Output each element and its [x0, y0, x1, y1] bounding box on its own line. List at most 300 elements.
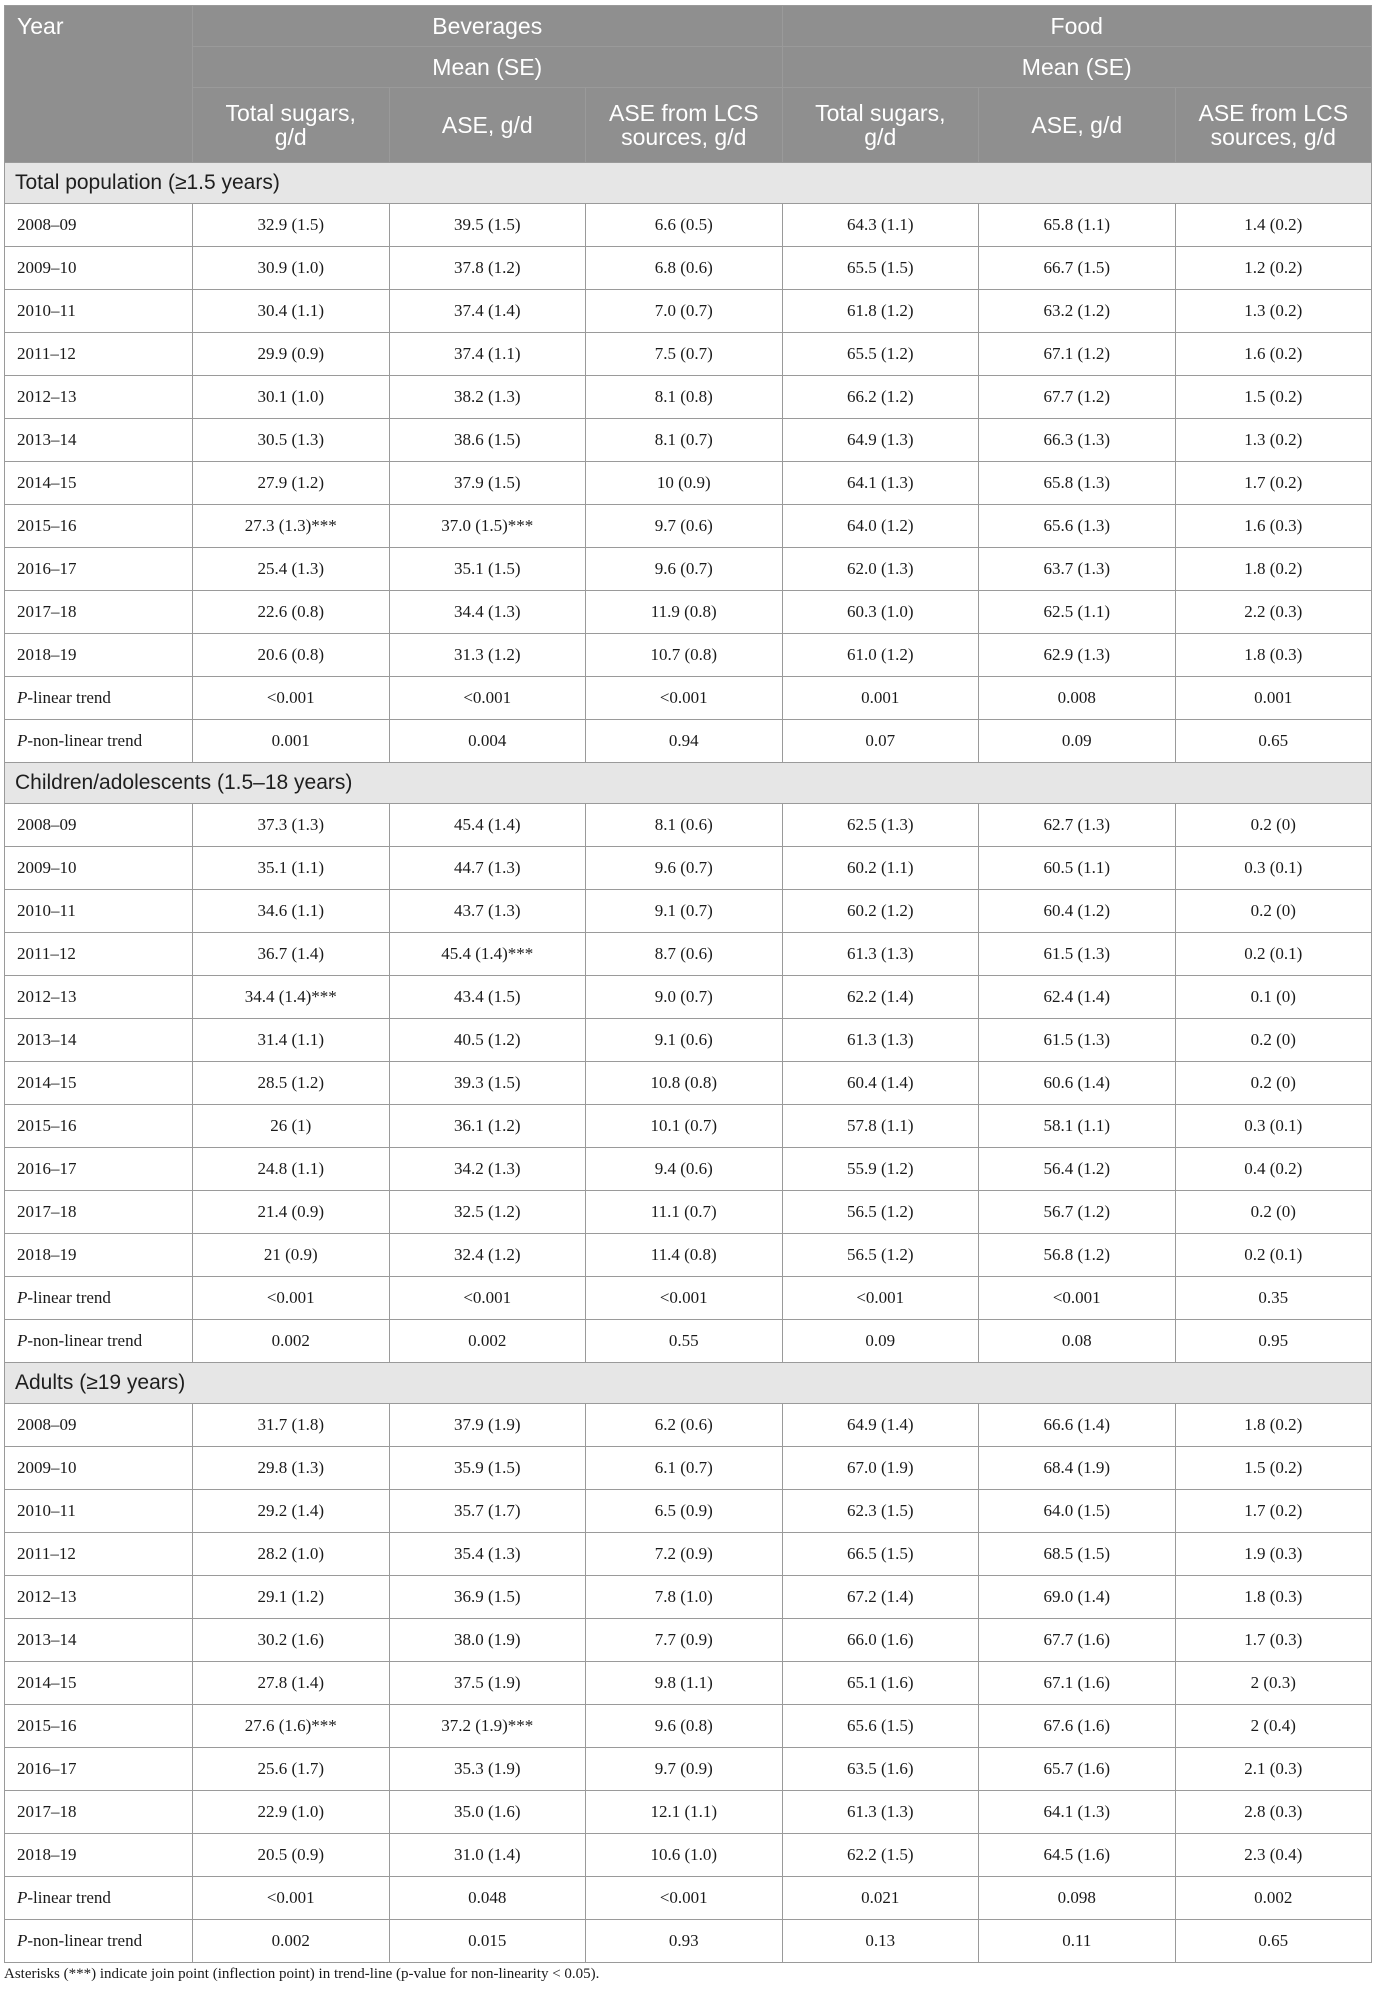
value-cell: 2.1 (0.3) — [1175, 1748, 1372, 1791]
value-cell: 67.1 (1.2) — [979, 333, 1176, 376]
value-cell: <0.001 — [193, 677, 390, 720]
value-cell: 0.11 — [979, 1920, 1176, 1963]
value-cell: 64.3 (1.1) — [782, 204, 979, 247]
value-cell: 56.5 (1.2) — [782, 1191, 979, 1234]
value-cell: 9.8 (1.1) — [586, 1662, 783, 1705]
year-label: 2012–13 — [17, 987, 77, 1006]
year-label: 2009–10 — [17, 858, 77, 877]
value-cell: 11.9 (0.8) — [586, 591, 783, 634]
table-row — [5, 333, 1372, 376]
value-cell: 6.6 (0.5) — [586, 204, 783, 247]
table-row — [5, 1320, 1372, 1363]
value-cell: 39.3 (1.5) — [389, 1062, 586, 1105]
column-header-line: ASE, g/d — [1031, 112, 1123, 138]
value-cell: 65.6 (1.3) — [979, 505, 1176, 548]
value-cell: 0.004 — [389, 720, 586, 763]
year-label: 2015–16 — [17, 516, 77, 535]
table-row — [5, 804, 1372, 847]
value-cell: 37.2 (1.9)*** — [389, 1705, 586, 1748]
value-cell: 7.2 (0.9) — [586, 1533, 783, 1576]
table-row — [5, 1705, 1372, 1748]
value-cell: 61.8 (1.2) — [782, 290, 979, 333]
year-label: -linear trend — [27, 688, 111, 707]
value-cell: 0.93 — [586, 1920, 783, 1963]
year-cell — [5, 376, 193, 419]
value-cell: 35.7 (1.7) — [389, 1490, 586, 1533]
value-cell: <0.001 — [586, 677, 783, 720]
table-row — [5, 1447, 1372, 1490]
value-cell: 40.5 (1.2) — [389, 1019, 586, 1062]
value-cell: 1.8 (0.3) — [1175, 634, 1372, 677]
year-cell — [5, 933, 193, 976]
value-cell: 56.8 (1.2) — [979, 1234, 1176, 1277]
value-cell: 31.0 (1.4) — [389, 1834, 586, 1877]
year-label: 2016–17 — [17, 559, 77, 578]
value-cell: 29.2 (1.4) — [193, 1490, 390, 1533]
table-row — [5, 548, 1372, 591]
value-cell: 44.7 (1.3) — [389, 847, 586, 890]
value-cell: 11.1 (0.7) — [586, 1191, 783, 1234]
year-label: 2018–19 — [17, 645, 77, 664]
value-cell: 60.2 (1.2) — [782, 890, 979, 933]
column-header — [193, 88, 390, 163]
value-cell: <0.001 — [193, 1277, 390, 1320]
year-label: -linear trend — [27, 1288, 111, 1307]
value-cell: <0.001 — [586, 1277, 783, 1320]
year-label: -non-linear trend — [27, 731, 143, 750]
year-cell — [5, 290, 193, 333]
value-cell: 0.13 — [782, 1920, 979, 1963]
section-row — [5, 1363, 1372, 1404]
table-row — [5, 290, 1372, 333]
value-cell: <0.001 — [586, 1877, 783, 1920]
year-cell — [5, 1920, 193, 1963]
value-cell: 64.9 (1.4) — [782, 1404, 979, 1447]
value-cell: 9.7 (0.6) — [586, 505, 783, 548]
value-cell: 0.94 — [586, 720, 783, 763]
column-header-line: ASE, g/d — [441, 112, 533, 138]
table-row — [5, 1834, 1372, 1877]
value-cell: 1.4 (0.2) — [1175, 204, 1372, 247]
table-row — [5, 247, 1372, 290]
value-cell: 68.4 (1.9) — [979, 1447, 1176, 1490]
year-cell — [5, 1062, 193, 1105]
value-cell: 0.2 (0) — [1175, 890, 1372, 933]
year-cell — [5, 1877, 193, 1920]
food-header: Food — [782, 6, 1372, 47]
value-cell: 11.4 (0.8) — [586, 1234, 783, 1277]
value-cell: 37.9 (1.9) — [389, 1404, 586, 1447]
year-cell — [5, 247, 193, 290]
year-cell — [5, 1191, 193, 1234]
p-symbol: P — [17, 688, 28, 707]
year-label: 2015–16 — [17, 1716, 77, 1735]
value-cell: 1.8 (0.3) — [1175, 1576, 1372, 1619]
year-cell — [5, 804, 193, 847]
value-cell: 66.2 (1.2) — [782, 376, 979, 419]
year-cell — [5, 1705, 193, 1748]
table-row — [5, 634, 1372, 677]
year-label: 2015–16 — [17, 1116, 77, 1135]
table-row — [5, 1748, 1372, 1791]
value-cell: 27.6 (1.6)*** — [193, 1705, 390, 1748]
value-cell: 37.0 (1.5)*** — [389, 505, 586, 548]
value-cell: 1.3 (0.2) — [1175, 290, 1372, 333]
p-symbol: P — [17, 1331, 28, 1350]
value-cell: 62.5 (1.3) — [782, 804, 979, 847]
value-cell: 61.3 (1.3) — [782, 1019, 979, 1062]
year-label: -linear trend — [27, 1888, 111, 1907]
value-cell: 0.3 (0.1) — [1175, 1105, 1372, 1148]
value-cell: 27.3 (1.3)*** — [193, 505, 390, 548]
table-row — [5, 1404, 1372, 1447]
value-cell: 38.6 (1.5) — [389, 419, 586, 462]
value-cell: 6.5 (0.9) — [586, 1490, 783, 1533]
value-cell: 62.0 (1.3) — [782, 548, 979, 591]
year-header: Year — [5, 6, 193, 163]
value-cell: 9.6 (0.8) — [586, 1705, 783, 1748]
value-cell: 67.6 (1.6) — [979, 1705, 1176, 1748]
value-cell: 30.9 (1.0) — [193, 247, 390, 290]
value-cell: 22.6 (0.8) — [193, 591, 390, 634]
value-cell: 9.6 (0.7) — [586, 847, 783, 890]
value-cell: 64.1 (1.3) — [979, 1791, 1176, 1834]
table-row — [5, 1533, 1372, 1576]
year-label: 2009–10 — [17, 1458, 77, 1477]
year-label: 2016–17 — [17, 1759, 77, 1778]
value-cell: 62.5 (1.1) — [979, 591, 1176, 634]
value-cell: 0.2 (0) — [1175, 1019, 1372, 1062]
value-cell: 2.3 (0.4) — [1175, 1834, 1372, 1877]
value-cell: 9.0 (0.7) — [586, 976, 783, 1019]
value-cell: 35.3 (1.9) — [389, 1748, 586, 1791]
table-row — [5, 1277, 1372, 1320]
value-cell: 0.2 (0) — [1175, 804, 1372, 847]
p-symbol: P — [17, 1888, 28, 1907]
year-label: 2017–18 — [17, 1802, 77, 1821]
value-cell: 60.5 (1.1) — [979, 847, 1176, 890]
column-header — [782, 88, 979, 163]
value-cell: 10.7 (0.8) — [586, 634, 783, 677]
value-cell: 31.4 (1.1) — [193, 1019, 390, 1062]
column-header-line: g/d — [274, 124, 307, 150]
value-cell: 62.2 (1.4) — [782, 976, 979, 1019]
value-cell: 10.6 (1.0) — [586, 1834, 783, 1877]
value-cell: 65.6 (1.5) — [782, 1705, 979, 1748]
value-cell: 61.0 (1.2) — [782, 634, 979, 677]
value-cell: 64.9 (1.3) — [782, 419, 979, 462]
value-cell: 66.6 (1.4) — [979, 1404, 1176, 1447]
value-cell: 0.35 — [1175, 1277, 1372, 1320]
value-cell: 61.5 (1.3) — [979, 933, 1176, 976]
year-cell — [5, 1404, 193, 1447]
year-cell — [5, 1533, 193, 1576]
value-cell: 8.1 (0.8) — [586, 376, 783, 419]
table-row — [5, 204, 1372, 247]
value-cell: 66.7 (1.5) — [979, 247, 1176, 290]
value-cell: 1.6 (0.3) — [1175, 505, 1372, 548]
value-cell: 62.3 (1.5) — [782, 1490, 979, 1533]
year-cell — [5, 976, 193, 1019]
value-cell: 7.7 (0.9) — [586, 1619, 783, 1662]
value-cell: 0.098 — [979, 1877, 1176, 1920]
value-cell: 0.002 — [193, 1920, 390, 1963]
value-cell: 65.8 (1.3) — [979, 462, 1176, 505]
value-cell: 25.4 (1.3) — [193, 548, 390, 591]
value-cell: 21 (0.9) — [193, 1234, 390, 1277]
value-cell: 37.4 (1.1) — [389, 333, 586, 376]
column-header-line: Total sugars, — [225, 100, 356, 126]
table-row — [5, 1019, 1372, 1062]
section-row — [5, 763, 1372, 804]
value-cell: 2.8 (0.3) — [1175, 1791, 1372, 1834]
value-cell: <0.001 — [193, 1877, 390, 1920]
value-cell: 45.4 (1.4) — [389, 804, 586, 847]
year-label: 2012–13 — [17, 1587, 77, 1606]
year-cell — [5, 1791, 193, 1834]
value-cell: 26 (1) — [193, 1105, 390, 1148]
year-cell — [5, 1105, 193, 1148]
value-cell: 0.002 — [193, 1320, 390, 1363]
value-cell: 67.1 (1.6) — [979, 1662, 1176, 1705]
table-row — [5, 591, 1372, 634]
value-cell: 9.6 (0.7) — [586, 548, 783, 591]
value-cell: 2.2 (0.3) — [1175, 591, 1372, 634]
value-cell: 43.7 (1.3) — [389, 890, 586, 933]
value-cell: 36.9 (1.5) — [389, 1576, 586, 1619]
value-cell: 60.2 (1.1) — [782, 847, 979, 890]
value-cell: 30.4 (1.1) — [193, 290, 390, 333]
value-cell: 9.4 (0.6) — [586, 1148, 783, 1191]
value-cell: 0.048 — [389, 1877, 586, 1920]
value-cell: 7.0 (0.7) — [586, 290, 783, 333]
value-cell: 1.5 (0.2) — [1175, 376, 1372, 419]
value-cell: 62.9 (1.3) — [979, 634, 1176, 677]
value-cell: 37.9 (1.5) — [389, 462, 586, 505]
table-row — [5, 933, 1372, 976]
value-cell: 0.09 — [782, 1320, 979, 1363]
year-cell — [5, 462, 193, 505]
year-cell — [5, 1148, 193, 1191]
value-cell: 34.6 (1.1) — [193, 890, 390, 933]
food-mean-se-header: Mean (SE) — [782, 47, 1372, 88]
value-cell: 0.008 — [979, 677, 1176, 720]
table-row — [5, 1105, 1372, 1148]
value-cell: <0.001 — [979, 1277, 1176, 1320]
value-cell: 60.4 (1.2) — [979, 890, 1176, 933]
value-cell: 0.001 — [1175, 677, 1372, 720]
data-table — [4, 5, 1372, 1963]
year-label: 2011–12 — [17, 944, 76, 963]
value-cell: 66.0 (1.6) — [782, 1619, 979, 1662]
table-row — [5, 1234, 1372, 1277]
value-cell: 10.8 (0.8) — [586, 1062, 783, 1105]
table-row — [5, 1619, 1372, 1662]
value-cell: 56.7 (1.2) — [979, 1191, 1176, 1234]
value-cell: 32.5 (1.2) — [389, 1191, 586, 1234]
year-cell — [5, 1320, 193, 1363]
year-label: 2017–18 — [17, 602, 77, 621]
value-cell: 0.55 — [586, 1320, 783, 1363]
beverages-header: Beverages — [193, 6, 783, 47]
value-cell: 65.8 (1.1) — [979, 204, 1176, 247]
year-cell — [5, 204, 193, 247]
value-cell: 0.001 — [193, 720, 390, 763]
column-header-line: sources, g/d — [621, 124, 747, 150]
value-cell: 0.1 (0) — [1175, 976, 1372, 1019]
table-row — [5, 1191, 1372, 1234]
value-cell: <0.001 — [782, 1277, 979, 1320]
value-cell: 2 (0.4) — [1175, 1705, 1372, 1748]
table-row — [5, 1877, 1372, 1920]
table-row — [5, 1062, 1372, 1105]
value-cell: 0.2 (0) — [1175, 1062, 1372, 1105]
value-cell: 66.3 (1.3) — [979, 419, 1176, 462]
value-cell: 20.5 (0.9) — [193, 1834, 390, 1877]
year-label: 2008–09 — [17, 1415, 77, 1434]
value-cell: 34.4 (1.4)*** — [193, 976, 390, 1019]
value-cell: 0.95 — [1175, 1320, 1372, 1363]
value-cell: 37.5 (1.9) — [389, 1662, 586, 1705]
value-cell: 62.7 (1.3) — [979, 804, 1176, 847]
section-title: Adults (≥19 years) — [5, 1363, 1372, 1404]
value-cell: 0.021 — [782, 1877, 979, 1920]
table-row — [5, 847, 1372, 890]
value-cell: 63.2 (1.2) — [979, 290, 1176, 333]
value-cell: 61.3 (1.3) — [782, 933, 979, 976]
year-label: -non-linear trend — [27, 1331, 143, 1350]
year-label: 2009–10 — [17, 258, 77, 277]
year-cell — [5, 1019, 193, 1062]
value-cell: 0.4 (0.2) — [1175, 1148, 1372, 1191]
value-cell: 31.3 (1.2) — [389, 634, 586, 677]
value-cell: 55.9 (1.2) — [782, 1148, 979, 1191]
value-cell: 30.2 (1.6) — [193, 1619, 390, 1662]
year-label: 2012–13 — [17, 387, 77, 406]
value-cell: 35.1 (1.1) — [193, 847, 390, 890]
value-cell: 28.5 (1.2) — [193, 1062, 390, 1105]
value-cell: 0.2 (0) — [1175, 1191, 1372, 1234]
value-cell: 60.4 (1.4) — [782, 1062, 979, 1105]
value-cell: 1.7 (0.2) — [1175, 462, 1372, 505]
value-cell: 36.7 (1.4) — [193, 933, 390, 976]
value-cell: 29.1 (1.2) — [193, 1576, 390, 1619]
table-row — [5, 419, 1372, 462]
value-cell: 1.2 (0.2) — [1175, 247, 1372, 290]
year-label: 2008–09 — [17, 215, 77, 234]
beverages-mean-se-header: Mean (SE) — [193, 47, 783, 88]
value-cell: 28.2 (1.0) — [193, 1533, 390, 1576]
value-cell: 31.7 (1.8) — [193, 1404, 390, 1447]
value-cell: 35.4 (1.3) — [389, 1533, 586, 1576]
value-cell: 67.2 (1.4) — [782, 1576, 979, 1619]
value-cell: 61.3 (1.3) — [782, 1791, 979, 1834]
column-header — [586, 88, 783, 163]
year-cell — [5, 419, 193, 462]
year-label: 2010–11 — [17, 301, 76, 320]
value-cell: 69.0 (1.4) — [979, 1576, 1176, 1619]
year-cell — [5, 890, 193, 933]
value-cell: 43.4 (1.5) — [389, 976, 586, 1019]
value-cell: 10.1 (0.7) — [586, 1105, 783, 1148]
value-cell: 68.5 (1.5) — [979, 1533, 1176, 1576]
value-cell: 1.5 (0.2) — [1175, 1447, 1372, 1490]
value-cell: 56.5 (1.2) — [782, 1234, 979, 1277]
value-cell: 22.9 (1.0) — [193, 1791, 390, 1834]
year-label: 2014–15 — [17, 1073, 77, 1092]
value-cell: 65.5 (1.5) — [782, 247, 979, 290]
table-row — [5, 1576, 1372, 1619]
year-cell — [5, 1234, 193, 1277]
value-cell: 0.65 — [1175, 720, 1372, 763]
value-cell: 65.5 (1.2) — [782, 333, 979, 376]
value-cell: 7.5 (0.7) — [586, 333, 783, 376]
year-label: 2014–15 — [17, 473, 77, 492]
value-cell: 32.9 (1.5) — [193, 204, 390, 247]
table-row — [5, 1490, 1372, 1533]
year-cell — [5, 1490, 193, 1533]
value-cell: 0.001 — [782, 677, 979, 720]
table-row — [5, 720, 1372, 763]
year-label: -non-linear trend — [27, 1931, 143, 1950]
value-cell: 1.8 (0.2) — [1175, 1404, 1372, 1447]
value-cell: 35.1 (1.5) — [389, 548, 586, 591]
table-header — [5, 6, 1372, 163]
year-label: 2011–12 — [17, 344, 76, 363]
value-cell: 0.65 — [1175, 1920, 1372, 1963]
value-cell: 9.1 (0.6) — [586, 1019, 783, 1062]
value-cell: 9.7 (0.9) — [586, 1748, 783, 1791]
year-label: 2010–11 — [17, 901, 76, 920]
value-cell: 37.4 (1.4) — [389, 290, 586, 333]
value-cell: 25.6 (1.7) — [193, 1748, 390, 1791]
year-cell — [5, 1447, 193, 1490]
table-row — [5, 1791, 1372, 1834]
p-symbol: P — [17, 1931, 28, 1950]
value-cell: 62.4 (1.4) — [979, 976, 1176, 1019]
year-cell — [5, 1662, 193, 1705]
value-cell: 36.1 (1.2) — [389, 1105, 586, 1148]
year-label: 2013–14 — [17, 1030, 77, 1049]
year-cell — [5, 1619, 193, 1662]
value-cell: 0.015 — [389, 1920, 586, 1963]
value-cell: 0.2 (0.1) — [1175, 1234, 1372, 1277]
value-cell: 62.2 (1.5) — [782, 1834, 979, 1877]
value-cell: 39.5 (1.5) — [389, 204, 586, 247]
value-cell: 29.9 (0.9) — [193, 333, 390, 376]
column-header-line: ASE from LCS — [1198, 100, 1349, 126]
value-cell: 35.9 (1.5) — [389, 1447, 586, 1490]
value-cell: 1.9 (0.3) — [1175, 1533, 1372, 1576]
value-cell: 6.1 (0.7) — [586, 1447, 783, 1490]
table-row — [5, 1662, 1372, 1705]
value-cell: 8.1 (0.7) — [586, 419, 783, 462]
value-cell: 67.0 (1.9) — [782, 1447, 979, 1490]
p-symbol: P — [17, 731, 28, 750]
table-row — [5, 376, 1372, 419]
table-row — [5, 677, 1372, 720]
value-cell: 0.2 (0.1) — [1175, 933, 1372, 976]
year-cell — [5, 1277, 193, 1320]
value-cell: 38.2 (1.3) — [389, 376, 586, 419]
value-cell: 64.0 (1.5) — [979, 1490, 1176, 1533]
value-cell: 0.07 — [782, 720, 979, 763]
column-header-line: g/d — [864, 124, 897, 150]
value-cell: 1.7 (0.2) — [1175, 1490, 1372, 1533]
year-cell — [5, 677, 193, 720]
value-cell: 34.2 (1.3) — [389, 1148, 586, 1191]
table-body — [5, 163, 1372, 1963]
